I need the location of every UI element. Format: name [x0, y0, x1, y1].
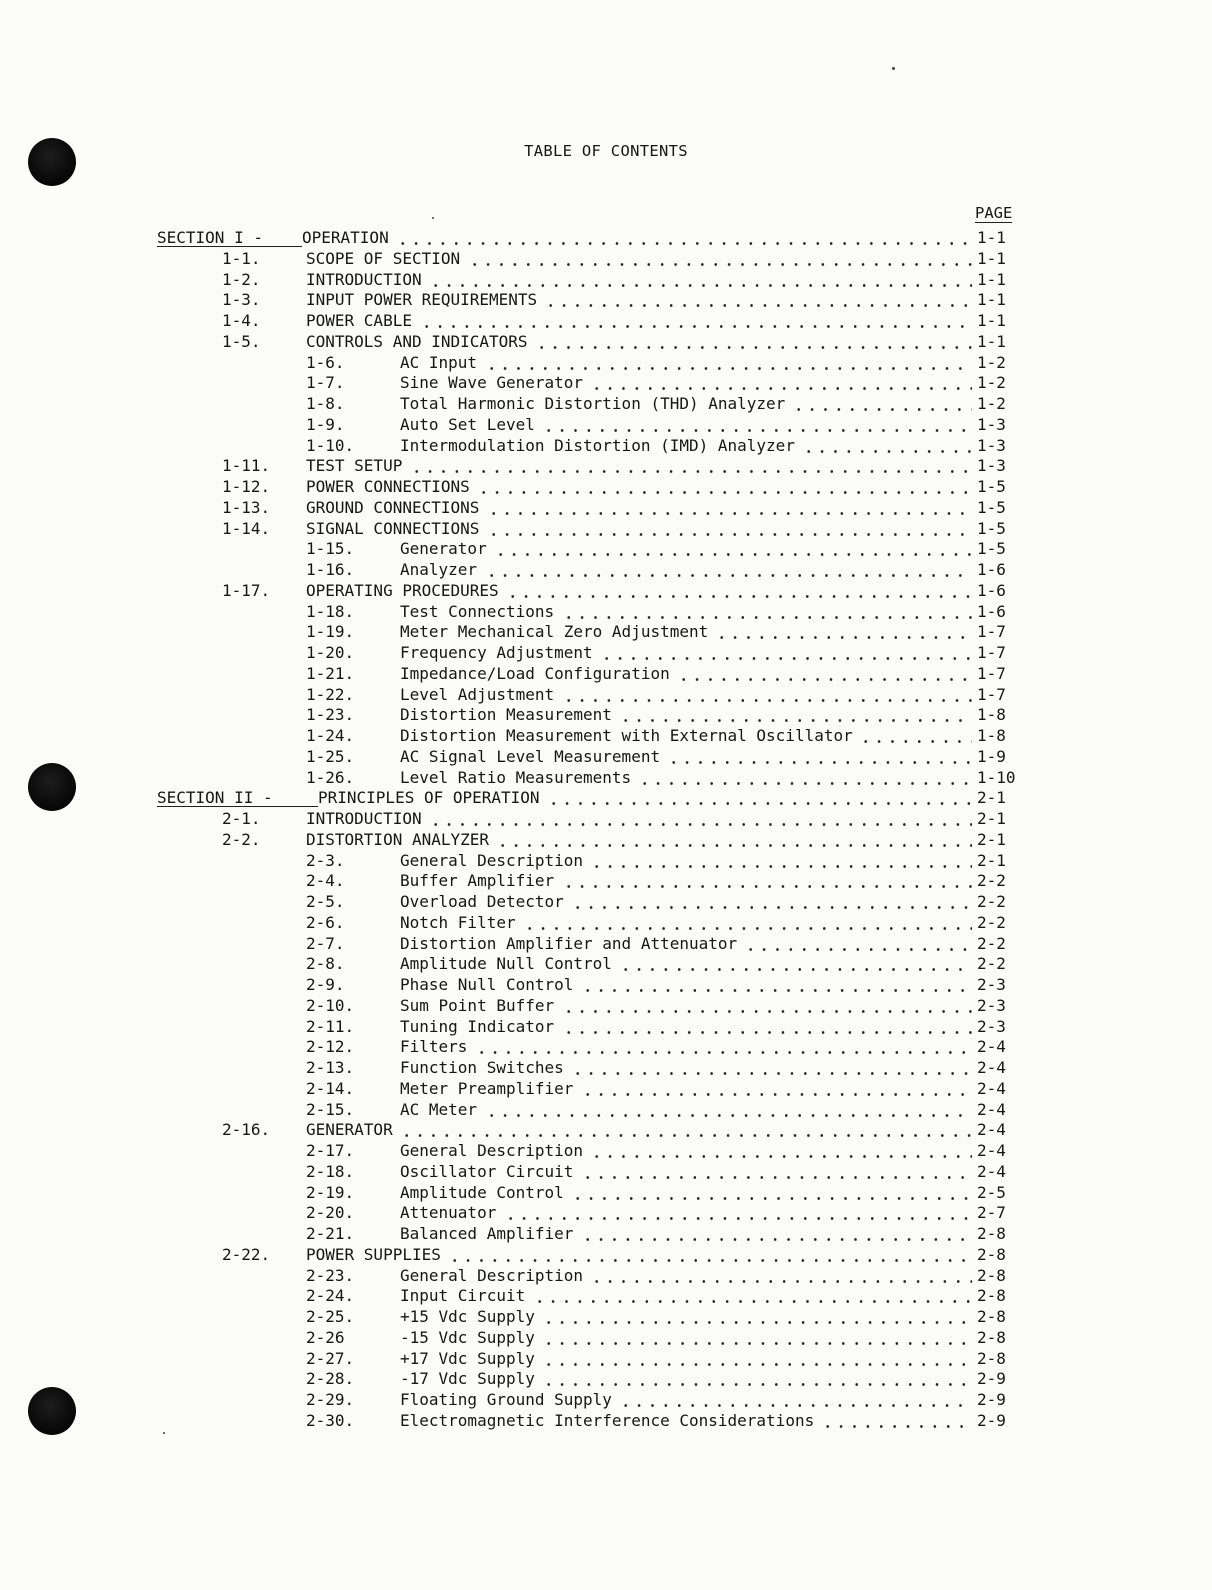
toc-entry-row [0, 1016, 1212, 1037]
toc-entry-page: 1-2 [977, 394, 1006, 413]
toc-entry-number: 2-4. [306, 871, 345, 891]
toc-entry-number: 1-24. [306, 726, 355, 745]
toc-entry-row [0, 870, 1212, 891]
toc-entry-number: 1-2. [222, 269, 261, 289]
dot-leader [544, 289, 972, 310]
toc-entry-row [0, 414, 1212, 435]
toc-entry-row [0, 601, 1212, 622]
dot-leader [600, 642, 972, 663]
dot-leader [571, 891, 972, 912]
toc-entry-title: Sum Point Buffer [400, 995, 555, 1015]
toc-entry-title: OPERATING PROCEDURES [306, 580, 499, 600]
toc-entry-row [0, 1306, 1212, 1327]
toc-entry-row [0, 310, 1212, 331]
toc-entry-number: 2-1. [222, 809, 261, 828]
dot-leader [562, 601, 972, 622]
toc-entry-row [0, 1285, 1212, 1306]
toc-entry-page: 1-10 [977, 767, 1016, 787]
toc-entry-row [0, 372, 1212, 393]
dot-leader [485, 1099, 972, 1120]
toc-entry-number: 2-5. [306, 892, 345, 911]
toc-entry-page: 1-5 [977, 518, 1006, 538]
toc-entry-page: 2-1 [977, 829, 1006, 849]
toc-entry-page: 1-3 [977, 414, 1006, 434]
toc-entry-page: 1-7 [977, 643, 1006, 662]
dot-leader [487, 497, 972, 518]
toc-entry-title: Intermodulation Distortion (IMD) Analyzer [400, 435, 795, 455]
dot-leader [571, 1182, 972, 1203]
toc-entry-page: 1-3 [977, 456, 1006, 476]
toc-entry-page: 2-1 [977, 788, 1006, 808]
page-column-header: PAGE [975, 204, 1013, 222]
toc-entry-title: Input Circuit [400, 1286, 526, 1306]
page-title: TABLE OF CONTENTS [524, 142, 688, 160]
dot-leader [506, 580, 972, 601]
toc-entry-row [0, 808, 1212, 829]
toc-entry-row [0, 767, 1212, 788]
toc-entry-title: Test Connections [400, 601, 555, 621]
toc-entry-title: Buffer Amplifier [400, 871, 555, 891]
toc-entry-number: 1-15. [306, 539, 355, 559]
dot-leader [477, 476, 972, 497]
toc-entry-title: POWER CONNECTIONS [306, 477, 470, 496]
toc-entry-page: 2-9 [977, 1410, 1006, 1430]
toc-entry-row [0, 891, 1212, 912]
toc-entry-row [0, 435, 1212, 456]
toc-entry-title: Distortion Measurement with External Oscillator [400, 726, 853, 745]
toc-entry-number: 2-19. [306, 1182, 355, 1202]
toc-entry-row [0, 1348, 1212, 1369]
toc-entry-row [0, 995, 1212, 1016]
toc-entry-title: CONTROLS AND INDICATORS [306, 331, 528, 351]
toc-entry-page: 2-9 [977, 1390, 1006, 1409]
toc-entry-page: 2-8 [977, 1348, 1006, 1368]
toc-entry-row [0, 1036, 1212, 1057]
toc-entry-page: 1-9 [977, 746, 1006, 766]
toc-entry-title: Distortion Amplifier and Attenuator [400, 933, 738, 953]
toc-entry-number: 2-27. [306, 1348, 355, 1368]
toc-entry-row [0, 1202, 1212, 1223]
toc-entry-number: SECTION II - [157, 788, 273, 808]
toc-entry-number: 1-10. [306, 435, 355, 455]
toc-entry-title: +15 Vdc Supply [400, 1307, 535, 1326]
toc-entry-row [0, 497, 1212, 518]
toc-entry-title: GROUND CONNECTIONS [306, 497, 480, 517]
toc-entry-title: SIGNAL CONNECTIONS [306, 518, 480, 538]
toc-entry-title: Level Adjustment [400, 684, 555, 704]
toc-entry-title: INTRODUCTION [306, 269, 422, 289]
toc-entry-number: 1-19. [306, 622, 355, 642]
dot-leader [542, 1348, 972, 1369]
dot-leader [487, 518, 972, 539]
paper-speck [432, 217, 434, 219]
toc-section-row [0, 787, 1212, 808]
toc-entry-row [0, 455, 1212, 476]
dot-leader [410, 455, 972, 476]
dot-leader [638, 767, 972, 788]
toc-entry-title: Impedance/Load Configuration [400, 663, 670, 683]
toc-entry-page: 2-3 [977, 1016, 1006, 1036]
toc-entry-number: 2-9. [306, 975, 345, 994]
dot-leader [496, 829, 972, 850]
toc-entry-number: 2-25. [306, 1307, 355, 1326]
toc-entry-row [0, 704, 1212, 725]
toc-entry-row [0, 1265, 1212, 1286]
dot-leader [562, 1016, 972, 1037]
toc-entry-title: POWER CABLE [306, 311, 412, 330]
toc-entry-number: 2-14. [306, 1078, 355, 1098]
dot-leader [744, 933, 972, 954]
dot-leader [533, 1285, 972, 1306]
toc-entry-page: 2-4 [977, 1037, 1006, 1057]
toc-entry-row [0, 393, 1212, 414]
toc-entry-row [0, 829, 1212, 850]
dot-leader [619, 704, 972, 725]
toc-entry-title: Sine Wave Generator [400, 373, 584, 393]
toc-entry-row [0, 1099, 1212, 1120]
dot-leader [485, 352, 972, 373]
toc-entry-page: 1-2 [977, 352, 1006, 372]
toc-entry-row [0, 518, 1212, 539]
toc-entry-page: 1-1 [977, 248, 1006, 268]
toc-entry-title: Function Switches [400, 1058, 564, 1077]
toc-entry-title: Total Harmonic Distortion (THD) Analyzer [400, 394, 786, 413]
dot-leader [420, 310, 972, 331]
dot-leader [821, 1410, 972, 1431]
dot-leader [859, 725, 972, 746]
dot-leader [619, 953, 972, 974]
dot-leader [542, 1306, 972, 1327]
toc-entry-number: 1-12. [222, 477, 271, 496]
toc-entry-number: 1-1. [222, 248, 261, 268]
toc-entry-row [0, 331, 1212, 352]
toc-entry-page: 1-1 [977, 311, 1006, 330]
toc-entry-number: 2-8. [306, 954, 345, 974]
toc-entry-row [0, 746, 1212, 767]
toc-entry-title: Balanced Amplifier [400, 1224, 574, 1243]
toc-entry-page: 2-9 [977, 1369, 1006, 1389]
toc-entry-row [0, 1368, 1212, 1389]
toc-entry-page: 2-8 [977, 1265, 1006, 1285]
dot-leader [590, 372, 972, 393]
dot-leader [581, 974, 972, 995]
dot-leader [581, 1078, 972, 1099]
toc-entry-row [0, 1389, 1212, 1410]
toc-entry-title: -17 Vdc Supply [400, 1369, 535, 1389]
toc-entry-row [0, 1327, 1212, 1348]
dot-leader [677, 663, 972, 684]
toc-entry-row [0, 912, 1212, 933]
toc-entry-page: 2-4 [977, 1141, 1006, 1160]
toc-entry-row [0, 1161, 1212, 1182]
toc-entry-number: 2-22. [222, 1244, 271, 1264]
toc-entry-page: 2-4 [977, 1120, 1006, 1140]
dot-leader [475, 1036, 972, 1057]
toc-entry-row [0, 580, 1212, 601]
dot-leader [535, 331, 972, 352]
toc-entry-title: AC Signal Level Measurement [400, 746, 661, 766]
toc-entry-row [0, 1223, 1212, 1244]
paper-speck [163, 1432, 165, 1434]
toc-entry-page: 2-3 [977, 995, 1006, 1015]
toc-entry-row [0, 725, 1212, 746]
toc-entry-number: 2-11. [306, 1016, 355, 1036]
dot-leader [562, 995, 972, 1016]
toc-entry-page: 2-5 [977, 1182, 1006, 1202]
toc-entry-title: +17 Vdc Supply [400, 1348, 535, 1368]
toc-entry-title: Electromagnetic Interference Considerations [400, 1410, 815, 1430]
toc-entry-number: 1-22. [306, 684, 355, 704]
dot-leader [542, 1368, 972, 1389]
toc-entry-row [0, 248, 1212, 269]
toc-entry-page: 2-8 [977, 1244, 1006, 1264]
dot-leader [485, 559, 972, 580]
dot-leader [562, 870, 972, 891]
toc-entry-number: 2-6. [306, 912, 345, 932]
dot-leader [542, 414, 972, 435]
dot-leader [429, 808, 972, 829]
toc-entry-title: POWER SUPPLIES [306, 1244, 441, 1264]
toc-entry-title: Attenuator [400, 1203, 497, 1223]
toc-entry-number: 1-21. [306, 663, 355, 683]
dot-leader [619, 1389, 972, 1410]
toc-entry-title: -15 Vdc Supply [400, 1327, 535, 1347]
toc-entry-title: GENERATOR [306, 1120, 393, 1140]
toc-entry-page: 1-1 [977, 331, 1006, 351]
toc-entry-title: AC Meter [400, 1099, 478, 1119]
toc-entry-number: 2-15. [306, 1099, 355, 1119]
dot-leader [802, 435, 972, 456]
toc-entry-number: 1-13. [222, 497, 271, 517]
toc-entry-row [0, 933, 1212, 954]
dot-leader [448, 1244, 972, 1265]
dot-leader [400, 1119, 972, 1140]
toc-entry-row [0, 974, 1212, 995]
toc-entry-number: 2-20. [306, 1203, 355, 1223]
toc-entry-row [0, 352, 1212, 373]
toc-entry-number: 2-21. [306, 1224, 355, 1243]
toc-entry-title: INPUT POWER REQUIREMENTS [306, 290, 538, 310]
toc-entry-page: 1-5 [977, 497, 1006, 517]
toc-entry-number: 1-20. [306, 643, 355, 662]
toc-entry-number: 1-8. [306, 394, 345, 413]
toc-entry-page: 2-2 [977, 892, 1006, 911]
toc-entry-number: 1-11. [222, 456, 271, 476]
toc-entry-row [0, 559, 1212, 580]
toc-entry-number: 2-17. [306, 1141, 355, 1160]
toc-entry-title: DISTORTION ANALYZER [306, 829, 490, 849]
dot-leader [581, 1161, 972, 1182]
toc-entry-title: Amplitude Control [400, 1182, 564, 1202]
dot-leader [792, 393, 972, 414]
toc-entry-title: INTRODUCTION [306, 809, 422, 828]
toc-entry-page: 1-6 [977, 601, 1006, 621]
toc-entry-title: Amplitude Null Control [400, 954, 612, 974]
dot-leader [571, 1057, 972, 1078]
dot-leader [590, 1265, 972, 1286]
toc-entry-row [0, 621, 1212, 642]
toc-entry-title: Filters [400, 1037, 468, 1057]
dot-leader [562, 684, 972, 705]
toc-entry-number: 2-12. [306, 1037, 355, 1057]
toc-entry-page: 1-7 [977, 684, 1006, 704]
toc-entry-page: 1-2 [977, 373, 1006, 393]
toc-entry-number: SECTION I - [157, 228, 263, 247]
toc-entry-page: 2-2 [977, 912, 1006, 932]
toc-entry-title: Level Ratio Measurements [400, 767, 632, 787]
dot-leader [547, 787, 972, 808]
toc-entry-row [0, 1244, 1212, 1265]
dot-leader [542, 1327, 972, 1348]
toc-entry-page: 2-8 [977, 1224, 1006, 1243]
toc-entry-number: 2-13. [306, 1058, 355, 1077]
toc-entry-title: Distortion Measurement [400, 705, 612, 725]
toc-entry-number: 1-5. [222, 331, 261, 351]
toc-entry-page: 1-1 [977, 228, 1006, 247]
toc-entry-number: 2-18. [306, 1161, 355, 1181]
toc-entry-number: 1-26. [306, 767, 355, 787]
toc-entry-number: 1-3. [222, 290, 261, 310]
toc-entry-page: 2-4 [977, 1161, 1006, 1181]
toc-entry-page: 2-3 [977, 975, 1006, 994]
toc-entry-page: 2-8 [977, 1327, 1006, 1347]
toc-entry-number: 1-4. [222, 311, 261, 330]
toc-entry-number: 2-29. [306, 1390, 355, 1409]
dot-leader [715, 621, 972, 642]
toc-entry-page: 1-6 [977, 580, 1006, 600]
dot-leader [590, 1140, 972, 1161]
toc-entry-page: 2-8 [977, 1286, 1006, 1306]
toc-entry-number: 2-7. [306, 933, 345, 953]
toc-section-row [0, 227, 1212, 248]
dot-leader [494, 538, 972, 559]
toc-entry-number: 2-10. [306, 995, 355, 1015]
toc-entry-row [0, 1119, 1212, 1140]
dot-leader [590, 850, 972, 871]
toc-entry-page: 1-6 [977, 560, 1006, 579]
toc-entry-title: Oscillator Circuit [400, 1161, 574, 1181]
toc-entry-row [0, 953, 1212, 974]
dot-leader [468, 248, 972, 269]
toc-entry-title: Frequency Adjustment [400, 643, 593, 662]
toc-entry-row [0, 289, 1212, 310]
toc-entry-row [0, 1057, 1212, 1078]
toc-entry-title: Meter Mechanical Zero Adjustment [400, 622, 709, 642]
toc-entry-row [0, 1078, 1212, 1099]
toc-entry-number: 1-6. [306, 352, 345, 372]
toc-entry-title: Auto Set Level [400, 414, 535, 434]
toc-entry-number: 1-18. [306, 601, 355, 621]
toc-entry-number: 2-23. [306, 1265, 355, 1285]
toc-entry-title: General Description [400, 1141, 584, 1160]
toc-entry-page: 2-4 [977, 1078, 1006, 1098]
paper-speck [892, 67, 895, 70]
toc-entry-number: 1-23. [306, 705, 355, 725]
toc-entry-page: 1-8 [977, 705, 1006, 725]
toc-entry-page: 1-7 [977, 663, 1006, 683]
toc-entry-row [0, 1182, 1212, 1203]
toc-entry-number: 1-7. [306, 373, 345, 393]
toc-entry-row [0, 476, 1212, 497]
toc-entry-title: General Description [400, 1265, 584, 1285]
toc-entry-number: 2-16. [222, 1120, 271, 1140]
dot-leader [429, 269, 972, 290]
toc-entry-page: 1-5 [977, 477, 1006, 496]
toc-entry-page: 2-1 [977, 850, 1006, 870]
dot-leader [667, 746, 972, 767]
toc-entry-row [0, 850, 1212, 871]
toc-entry-number: 2-24. [306, 1286, 355, 1306]
toc-entry-title: Floating Ground Supply [400, 1390, 612, 1409]
toc-entry-page: 2-2 [977, 954, 1006, 974]
toc-entry-page: 1-8 [977, 726, 1006, 745]
toc-entry-page: 1-3 [977, 435, 1006, 455]
toc-entry-page: 2-8 [977, 1307, 1006, 1326]
toc-entry-row [0, 684, 1212, 705]
toc-entry-row [0, 642, 1212, 663]
toc-entry-title: OPERATION [302, 228, 389, 247]
toc-entry-number: 2-30. [306, 1410, 355, 1430]
toc-entry-page: 2-4 [977, 1058, 1006, 1077]
toc-entry-title: Overload Detector [400, 892, 564, 911]
dot-leader [504, 1202, 972, 1223]
dot-leader [523, 912, 972, 933]
toc-entry-title: Notch Filter [400, 912, 516, 932]
toc-entry-page: 1-1 [977, 290, 1006, 310]
toc-entry-number: 1-9. [306, 414, 345, 434]
toc-entry-page: 2-4 [977, 1099, 1006, 1119]
toc-entry-title: Generator [400, 539, 487, 559]
toc-entry-row [0, 269, 1212, 290]
toc-entry-number: 2-28. [306, 1369, 355, 1389]
toc-entry-number: 2-3. [306, 850, 345, 870]
toc-entry-row [0, 538, 1212, 559]
toc-entry-number: 1-17. [222, 580, 271, 600]
toc-entry-title: SCOPE OF SECTION [306, 248, 461, 268]
toc-entry-number: 2-26 [306, 1327, 345, 1347]
toc-entry-title: General Description [400, 850, 584, 870]
toc-entry-page: 1-7 [977, 622, 1006, 642]
toc-entry-page: 1-1 [977, 269, 1006, 289]
toc-entry-number: 1-25. [306, 746, 355, 766]
toc-entry-page: 1-5 [977, 539, 1006, 559]
toc-entry-title: Tuning Indicator [400, 1016, 555, 1036]
toc-entry-title: TEST SETUP [306, 456, 403, 476]
toc-entry-title: Analyzer [400, 560, 478, 579]
toc-entry-page: 2-1 [977, 809, 1006, 828]
dot-leader [396, 227, 972, 248]
toc-entry-number: 1-14. [222, 518, 271, 538]
toc-entry-number: 2-2. [222, 829, 261, 849]
toc-entry-page: 2-2 [977, 871, 1006, 891]
dot-leader [581, 1223, 972, 1244]
toc-entry-page: 2-2 [977, 933, 1006, 953]
toc-entry-title: Meter Preamplifier [400, 1078, 574, 1098]
toc-entry-title: PRINCIPLES OF OPERATION [318, 788, 540, 808]
toc-entry-row [0, 663, 1212, 684]
toc-entry-page: 2-7 [977, 1203, 1006, 1223]
toc-entry-row [0, 1140, 1212, 1161]
toc-entry-title: Phase Null Control [400, 975, 574, 994]
toc-entry-number: 1-16. [306, 560, 355, 579]
toc-entry-title: AC Input [400, 352, 478, 372]
toc-entry-row [0, 1410, 1212, 1431]
